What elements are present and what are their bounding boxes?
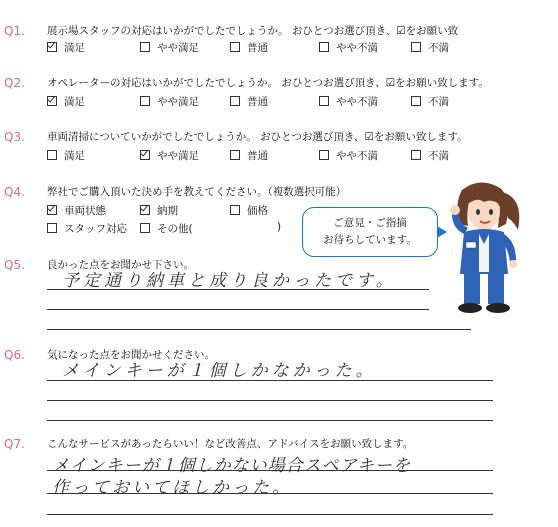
q4-option-2[interactable]: 納期: [140, 203, 178, 218]
checkbox-icon: [411, 96, 421, 106]
answer-line: [47, 329, 471, 330]
q4-option-5[interactable]: その他(: [140, 221, 193, 236]
answer-line: [47, 493, 493, 494]
q3-option-4[interactable]: やや不満: [319, 148, 378, 163]
checkbox-icon: [319, 150, 329, 160]
q4-close-paren: ): [277, 221, 282, 233]
checkbox-icon: [319, 96, 329, 106]
q3-option-1[interactable]: 満足: [47, 148, 85, 163]
answer-line: [47, 289, 429, 290]
q6-answer: メインキーが１個しかなかった。: [62, 361, 377, 381]
q7-answer-line-1: メインキーが１個しかない場合スペアキーを: [52, 456, 411, 476]
q5-answer: 予定通り納車と成り良かったです。: [62, 271, 397, 291]
checkbox-icon: [47, 205, 57, 215]
q3-number: Q3.: [4, 130, 25, 144]
q7-text: こんなサービスがあったらいい！など改善点、アドバイスをお願い致します。: [47, 438, 414, 450]
answer-line: [47, 420, 493, 421]
q1-option-3[interactable]: 普通: [230, 40, 268, 55]
answer-line: [47, 470, 493, 471]
q1-option-2[interactable]: やや満足: [140, 40, 199, 55]
q7-number: Q7.: [4, 437, 25, 451]
mascot-illustration: [440, 178, 526, 318]
q4-option-1[interactable]: 車両状態: [47, 203, 106, 218]
q2-text: オペレーターの対応はいかがでしたでしょうか。 おひとつお選び頂き、☑をお願い致します。: [47, 77, 489, 89]
checkbox-icon: [140, 96, 150, 106]
q3-option-5[interactable]: 不満: [411, 148, 449, 163]
checkbox-icon: [47, 42, 57, 52]
q2-option-5[interactable]: 不満: [411, 94, 449, 109]
q1-option-4[interactable]: やや不満: [319, 40, 378, 55]
checkbox-icon: [47, 150, 57, 160]
q4-option-4[interactable]: スタッフ対応: [47, 221, 127, 236]
q3-option-3[interactable]: 普通: [230, 148, 268, 163]
checkbox-icon: [47, 96, 57, 106]
q4-number: Q4.: [4, 185, 25, 199]
checkbox-icon: [140, 42, 150, 52]
answer-line: [47, 514, 493, 515]
q2-option-4[interactable]: やや不満: [319, 94, 378, 109]
checkbox-icon: [230, 150, 240, 160]
q1-option-5[interactable]: 不満: [411, 40, 449, 55]
q3-option-2[interactable]: やや満足: [140, 148, 199, 163]
checkbox-icon: [47, 223, 57, 233]
bubble-line-2: お待ちしています。: [323, 234, 417, 246]
checkbox-icon: [230, 42, 240, 52]
q2-number: Q2.: [4, 76, 25, 90]
checkbox-icon: [140, 150, 150, 160]
checkbox-icon: [230, 205, 240, 215]
q4-text: 弊社でご購入頂いた決め手を教えてください。（複数選択可能）: [47, 186, 347, 198]
answer-line: [47, 400, 493, 401]
q1-number: Q1.: [4, 24, 25, 38]
checkbox-icon: [411, 150, 421, 160]
checkbox-icon: [230, 96, 240, 106]
answer-line: [47, 309, 429, 310]
checkbox-icon: [411, 42, 421, 52]
q3-text: 車両清掃についていかがでしたでしょうか。 おひとつお選び頂き、☑をお願い致します。: [47, 131, 468, 143]
q6-number: Q6.: [4, 348, 25, 362]
q4-option-3[interactable]: 価格: [230, 203, 268, 218]
q2-option-2[interactable]: やや満足: [140, 94, 199, 109]
speech-bubble: [302, 207, 438, 257]
q2-option-1[interactable]: 満足: [47, 94, 85, 109]
bubble-line-1: ご意見・ご指摘: [333, 217, 407, 229]
q1-text: 展示場スタッフの対応はいかがでしたでしょうか。 おひとつお選び頂き、☑をお願い致: [47, 25, 459, 37]
q5-number: Q5.: [4, 258, 25, 272]
q5-text: 良かった点をお聞かせ下さい。: [47, 259, 194, 271]
q6-text: 気になった点をお聞かせください。: [47, 349, 215, 361]
checkbox-icon: [140, 223, 150, 233]
q1-option-1[interactable]: 満足: [47, 40, 85, 55]
q2-option-3[interactable]: 普通: [230, 94, 268, 109]
q7-answer-line-2: 作っておいてほしかった。: [52, 478, 292, 498]
checkbox-icon: [319, 42, 329, 52]
answer-line: [47, 380, 493, 381]
checkbox-icon: [140, 205, 150, 215]
